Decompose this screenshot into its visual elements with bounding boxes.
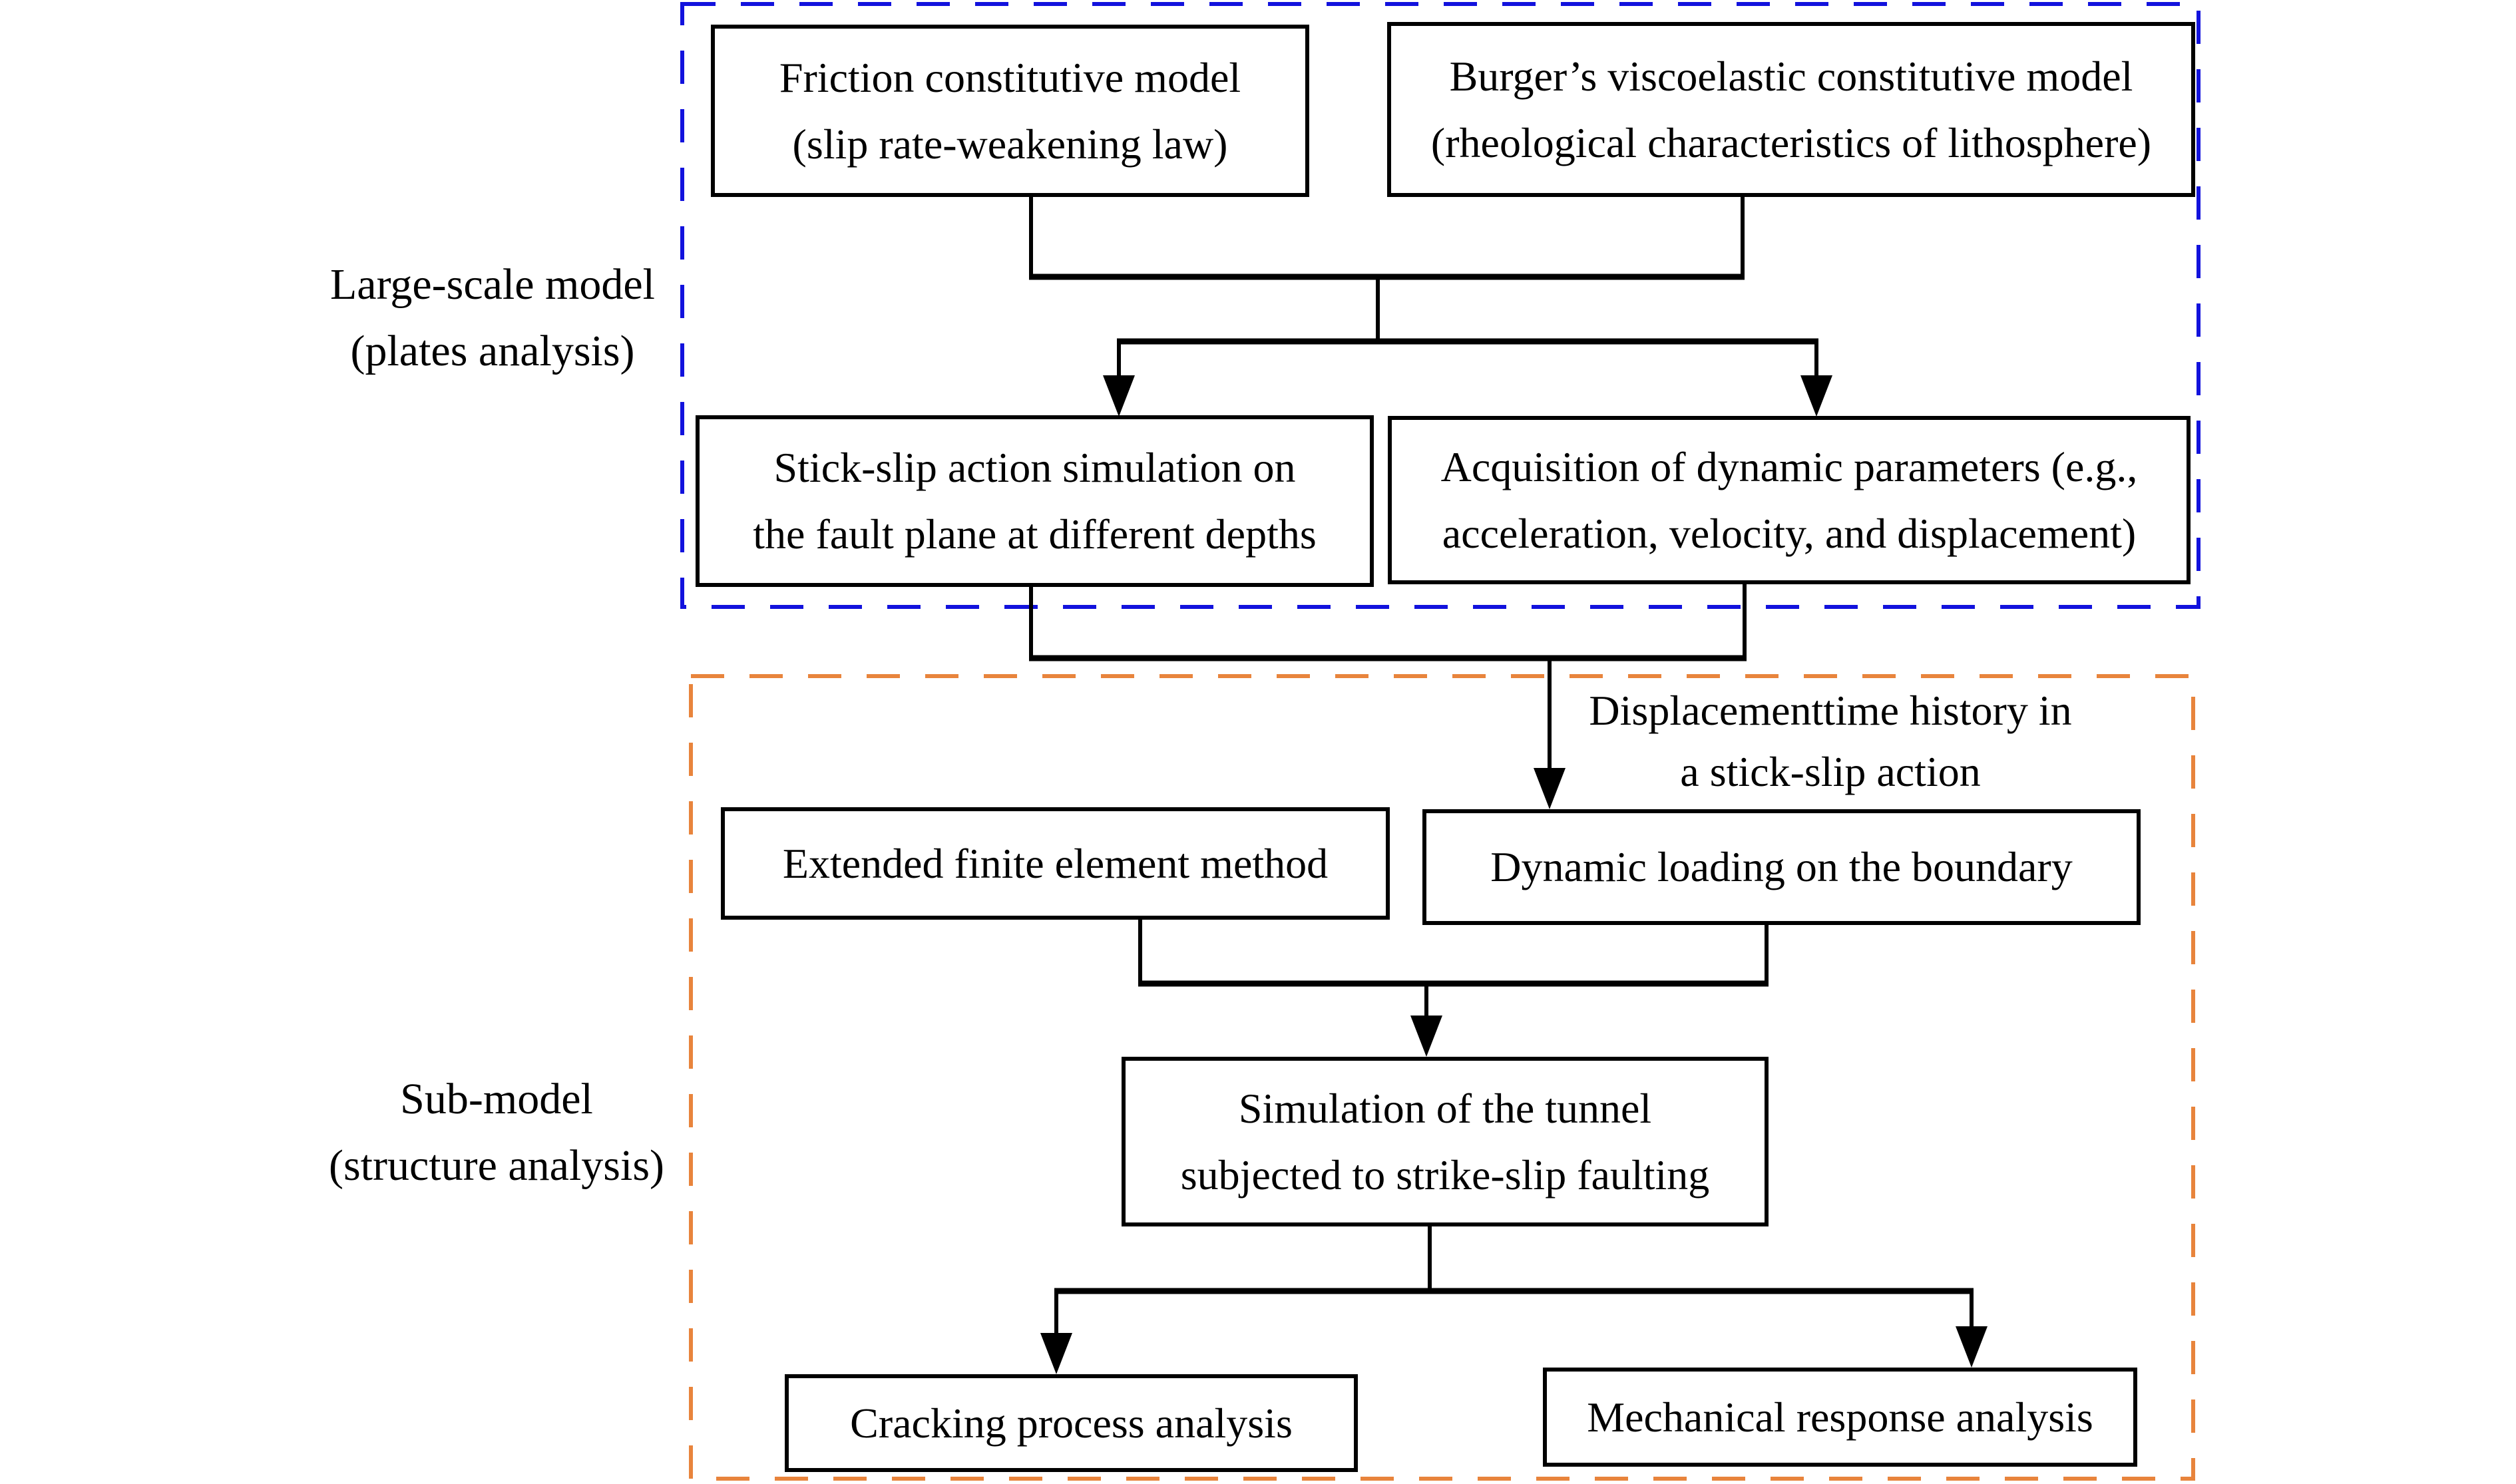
large-scale-model-label — [226, 252, 759, 385]
simulation-box-line1: Simulation of the tunnel — [1238, 1084, 1652, 1132]
stick-slip-box-line1: Stick-slip action simulation on — [773, 444, 1296, 491]
arrow-to-mechanical-box — [1956, 1326, 1988, 1368]
displacement-time-history-label-line1: Displacementtime history in — [1589, 687, 2072, 734]
arrow-to-stick-slip-box — [1103, 375, 1135, 417]
mechanical-response-analysis-box — [1543, 1368, 2137, 1467]
dynamic-loading-box-line1: Dynamic loading on the boundary — [1490, 843, 2073, 890]
cracking-process-analysis-box — [785, 1374, 1358, 1472]
simulation-box-line2: subjected to strike-slip faulting — [1180, 1151, 1710, 1199]
stick-slip-box-line2: the fault plane at different depths — [753, 510, 1317, 558]
friction-box-line2: (slip rate-weakening law) — [792, 120, 1228, 168]
arrow-to-cracking-box — [1040, 1333, 1072, 1374]
acquisition-box-line2: acceleration, velocity, and displacement) — [1442, 509, 2137, 557]
burgers-box-line2: (rheological characteristics of lithosphere) — [1430, 118, 2152, 166]
arrow-to-dynamic-loading-box — [1534, 768, 1566, 809]
sub-model-label-line1: Sub-model — [400, 1075, 593, 1123]
displacement-time-history-label-line2: a stick-slip action — [1680, 748, 1981, 795]
large-scale-model-label-line2: (plates analysis) — [350, 327, 635, 375]
xfem-box-line1: Extended finite element method — [782, 839, 1329, 887]
mechanical-box-line1: Mechanical response analysis — [1587, 1393, 2093, 1441]
sub-model-label — [230, 1066, 763, 1199]
dynamic-loading-boundary-box — [1422, 809, 2141, 925]
sub-model-label-line2: (structure analysis) — [329, 1141, 664, 1190]
cracking-box-line1: Cracking process analysis — [850, 1399, 1293, 1447]
extended-finite-element-method-box — [721, 807, 1390, 920]
arrow-to-acquisition-box — [1800, 375, 1832, 417]
friction-constitutive-model-box — [711, 25, 1309, 197]
arrow-to-simulation-box — [1410, 1016, 1442, 1057]
stick-slip-simulation-box — [696, 415, 1374, 587]
displacement-time-history-label — [1574, 680, 2087, 803]
burgers-box-line1: Burger’s viscoelastic constitutive model — [1449, 52, 2133, 100]
burgers-viscoelastic-model-box — [1387, 22, 2195, 197]
acquisition-dynamic-parameters-box — [1388, 416, 2191, 584]
friction-box-line1: Friction constitutive model — [779, 53, 1241, 101]
large-scale-model-label-line1: Large-scale model — [329, 260, 656, 309]
tunnel-simulation-box — [1122, 1057, 1769, 1226]
acquisition-box-line1: Acquisition of dynamic parameters (e.g., — [1440, 443, 2138, 490]
